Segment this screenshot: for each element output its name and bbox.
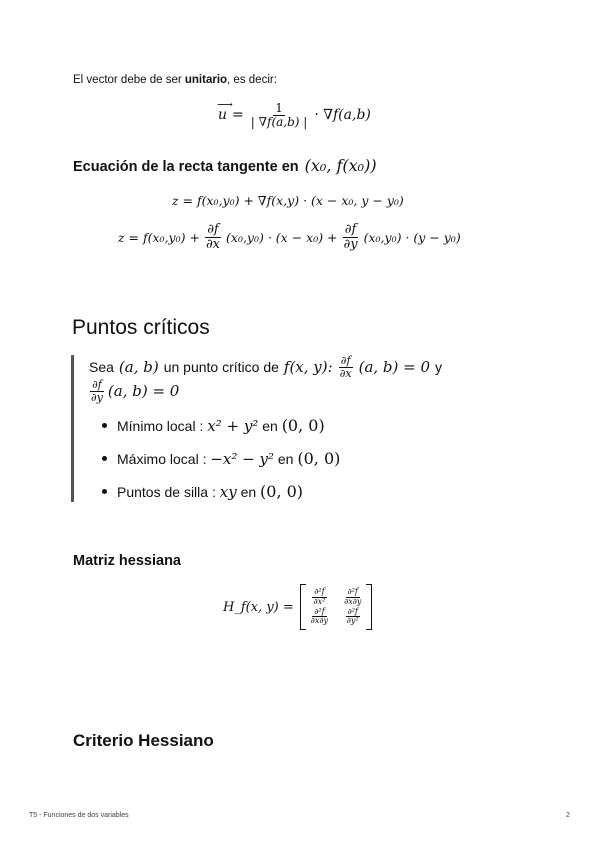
formula-eq: =	[232, 107, 244, 124]
tangent-equation-2: z = f(x₀,y₀) + $\frac{\partial f}{\partial x}$ (x₀,y₀) · (x − x₀) + $\frac{\partial f}{\partial y}$ (x₀,y₀) · (y − y₀)	[118, 222, 461, 252]
bullet-icon	[102, 456, 107, 461]
intro-text	[73, 74, 277, 86]
vector-arrow-icon: ⟶	[217, 98, 233, 112]
footer-left: T5 - Funciones de dos variables	[29, 812, 129, 819]
hessian-formula	[223, 584, 372, 630]
list-item: Máximo local : −x² − y² en (0, 0)	[117, 449, 340, 468]
page-number: 2	[566, 812, 570, 819]
intro-bold: unitario	[184, 74, 228, 86]
hessian-cell: $\frac{\text{∂²f}}{\text{∂y²}}$	[346, 607, 359, 626]
critical-point-definition-2: $\frac{\partial f}{\partial y}$ (a, b) = 0	[91, 378, 180, 404]
hessian-cell: $\frac{\text{∂²f}}{\partial x\partial y}$	[344, 587, 362, 606]
right-bracket	[366, 584, 372, 630]
hessian-cell: $\frac{\text{∂²f}}{\text{∂x²}}$	[313, 587, 326, 606]
hessian-title: Matriz hessiana	[73, 553, 181, 569]
tangent-heading-math: (x₀, f(x₀))	[304, 156, 377, 175]
hessian-matrix	[300, 584, 373, 630]
blockquote-bar	[71, 355, 74, 502]
tangent-heading-text: Ecuación de la recta tangente en	[73, 159, 299, 175]
intro-suffix: , es decir:	[227, 74, 277, 86]
unit-vector-formula	[217, 98, 371, 129]
critical-points-title: Puntos críticos	[72, 316, 210, 339]
formula-rhs: · ∇f(a,b)	[314, 107, 371, 124]
bullet-icon	[102, 489, 107, 494]
list-item: Mínimo local : x² + y² en (0, 0)	[117, 416, 325, 435]
critical-point-definition: Sea (a, b) un punto crítico de f(x, y): $\frac{\partial f}{\partial x}$ (a, b) = 0 y	[89, 354, 443, 380]
formula-fraction: $\frac{1}{| \nabla f(a,b) |}$	[250, 101, 308, 129]
tangent-equation-1: z = f(x₀,y₀) + ∇f(x,y) · (x − x₀, y − y₀)	[172, 193, 404, 208]
hessian-cell: $\frac{\text{∂²f}}{\partial x\partial y}$	[310, 607, 329, 626]
tangent-heading	[73, 156, 377, 175]
intro-prefix: El vector debe de ser	[73, 74, 185, 86]
list-item: Puntos de silla : xy en (0, 0)	[117, 482, 303, 501]
criterio-title: Criterio Hessiano	[73, 731, 214, 750]
bullet-icon	[102, 423, 107, 428]
formula-lhs: ⟶ u	[217, 98, 233, 124]
hessian-lhs: H_f(x, y) =	[223, 599, 294, 615]
